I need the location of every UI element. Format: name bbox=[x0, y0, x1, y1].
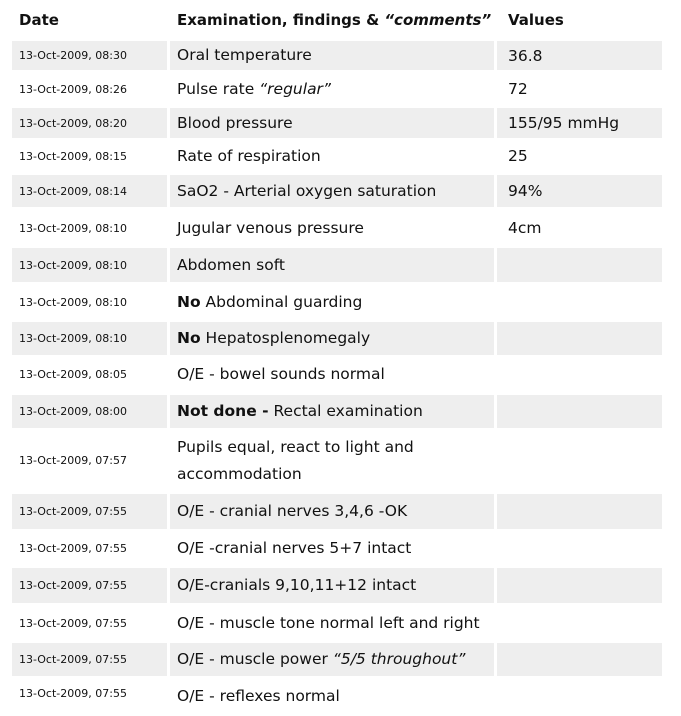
row-exam-text: Jugular venous pressure bbox=[177, 218, 364, 237]
row-date-text: 13-Oct-2009, 08:30 bbox=[19, 49, 127, 62]
row-exam-pre-bold: No bbox=[177, 329, 201, 347]
row-date bbox=[12, 568, 167, 603]
row-value-text: 25 bbox=[508, 147, 528, 165]
row-examination bbox=[170, 175, 494, 207]
row-examination bbox=[170, 679, 494, 716]
row-exam-text: Oral temperature bbox=[177, 46, 312, 64]
row-value bbox=[497, 108, 662, 138]
row-examination bbox=[170, 74, 494, 104]
row-examination-text bbox=[177, 361, 385, 388]
header-date: Date bbox=[19, 11, 59, 29]
row-exam-text: Blood pressure bbox=[177, 113, 293, 132]
row-date bbox=[12, 41, 167, 70]
row-value bbox=[497, 41, 662, 70]
row-value-text: 36.8 bbox=[508, 46, 543, 65]
row-examination-text bbox=[177, 434, 494, 488]
row-date bbox=[12, 212, 167, 244]
row-value bbox=[497, 568, 662, 603]
row-date-text: 13-Oct-2009, 07:55 bbox=[19, 616, 127, 630]
table-row bbox=[0, 431, 681, 490]
row-examination bbox=[170, 568, 494, 603]
row-date-text: 13-Oct-2009, 07:55 bbox=[19, 653, 127, 666]
row-value-text: 94% bbox=[508, 182, 543, 200]
row-date bbox=[12, 431, 167, 490]
row-examination-text bbox=[177, 143, 321, 170]
table-row bbox=[0, 286, 681, 319]
row-examination bbox=[170, 395, 494, 428]
table-row bbox=[0, 108, 681, 138]
row-examination bbox=[170, 358, 494, 391]
table-row bbox=[0, 606, 681, 640]
row-examination bbox=[170, 108, 494, 138]
row-value-text: 72 bbox=[508, 80, 528, 98]
row-value bbox=[497, 431, 662, 490]
row-examination bbox=[170, 212, 494, 244]
header-exam-comment: “comments” bbox=[384, 11, 492, 29]
row-examination-text bbox=[177, 289, 362, 316]
row-date bbox=[12, 108, 167, 138]
row-exam-text: O/E - reflexes normal bbox=[177, 687, 340, 705]
row-examination bbox=[170, 286, 494, 319]
row-examination bbox=[170, 322, 494, 355]
row-date-text: 13-Oct-2009, 07:57 bbox=[19, 454, 127, 467]
row-date bbox=[12, 606, 167, 640]
table-row bbox=[0, 41, 681, 70]
row-value bbox=[497, 212, 662, 244]
table-row bbox=[0, 643, 681, 676]
row-exam-text: Rate of respiration bbox=[177, 146, 321, 165]
row-exam-pre-bold: Not done - bbox=[177, 402, 269, 420]
table-row bbox=[0, 212, 681, 244]
row-examination bbox=[170, 41, 494, 70]
row-examination bbox=[170, 494, 494, 529]
table-row bbox=[0, 322, 681, 355]
row-examination bbox=[170, 248, 494, 282]
row-date-text: 13-Oct-2009, 07:55 bbox=[19, 542, 127, 555]
row-exam-text: O/E - muscle power bbox=[177, 650, 333, 668]
row-date-text: 13-Oct-2009, 08:10 bbox=[19, 221, 127, 235]
table-row bbox=[0, 175, 681, 207]
table-row bbox=[0, 679, 681, 716]
row-exam-text: Pupils equal, react to light and accommodation bbox=[177, 437, 414, 483]
row-date-text: 13-Oct-2009, 08:15 bbox=[19, 149, 127, 163]
row-date-text: 13-Oct-2009, 08:00 bbox=[19, 405, 127, 418]
header-examination bbox=[177, 11, 491, 29]
row-date-text: 13-Oct-2009, 08:10 bbox=[19, 296, 127, 309]
row-date bbox=[12, 532, 167, 565]
row-examination-text bbox=[177, 572, 416, 599]
row-examination-text bbox=[177, 252, 285, 279]
row-date bbox=[12, 358, 167, 391]
row-examination-text bbox=[177, 178, 436, 205]
row-date-text: 13-Oct-2009, 07:55 bbox=[19, 579, 127, 592]
row-examination bbox=[170, 431, 494, 490]
row-exam-text: O/E-cranials 9,10,11+12 intact bbox=[177, 576, 417, 594]
row-date bbox=[12, 286, 167, 319]
row-exam-pre-bold: No bbox=[177, 293, 201, 311]
row-date bbox=[12, 395, 167, 428]
row-examination-text bbox=[177, 110, 293, 137]
row-value bbox=[497, 532, 662, 565]
table-row bbox=[0, 141, 681, 171]
row-value bbox=[497, 322, 662, 355]
row-date bbox=[12, 494, 167, 529]
row-date-text: 13-Oct-2009, 08:14 bbox=[19, 184, 127, 198]
row-exam-text: O/E - cranial nerves 3,4,6 -OK bbox=[177, 502, 408, 520]
table-row bbox=[0, 494, 681, 529]
row-date-text: 13-Oct-2009, 08:20 bbox=[19, 116, 127, 130]
row-examination-text bbox=[177, 215, 364, 242]
row-exam-text: Pulse rate bbox=[177, 79, 260, 98]
row-value bbox=[497, 395, 662, 428]
row-exam-text: SaO2 - Arterial oxygen saturation bbox=[177, 181, 437, 200]
row-date bbox=[12, 175, 167, 207]
row-exam-text: Rectal examination bbox=[268, 402, 423, 420]
header-values: Values bbox=[508, 11, 564, 29]
row-value bbox=[497, 141, 662, 171]
row-exam-text: Abdominal guarding bbox=[200, 293, 363, 311]
row-exam-text: O/E - muscle tone normal left and right bbox=[177, 613, 480, 632]
row-examination bbox=[170, 141, 494, 171]
row-value bbox=[497, 248, 662, 282]
row-value bbox=[497, 175, 662, 207]
row-examination-text bbox=[177, 535, 411, 562]
row-date-text: 13-Oct-2009, 08:10 bbox=[19, 258, 127, 272]
row-examination-text bbox=[177, 398, 423, 425]
row-date-text: 13-Oct-2009, 08:26 bbox=[19, 82, 127, 96]
row-date bbox=[12, 74, 167, 104]
row-date-text: 13-Oct-2009, 08:05 bbox=[19, 368, 127, 381]
row-value bbox=[497, 494, 662, 529]
row-value-text: 4cm bbox=[508, 219, 542, 237]
row-examination-text bbox=[177, 498, 407, 525]
row-exam-text: Hepatosplenomegaly bbox=[200, 329, 371, 347]
row-date-text: 13-Oct-2009, 08:10 bbox=[19, 332, 127, 345]
row-examination-text bbox=[177, 646, 465, 673]
table-row bbox=[0, 568, 681, 603]
row-exam-text: Abdomen soft bbox=[177, 255, 285, 274]
row-examination-text bbox=[177, 683, 340, 710]
row-examination bbox=[170, 643, 494, 676]
row-value bbox=[497, 358, 662, 391]
row-examination-text bbox=[177, 76, 331, 103]
row-date bbox=[12, 248, 167, 282]
row-date-text: 13-Oct-2009, 07:55 bbox=[19, 505, 127, 518]
table-row bbox=[0, 358, 681, 391]
row-date bbox=[12, 643, 167, 676]
row-date bbox=[12, 141, 167, 171]
table-row bbox=[0, 74, 681, 104]
row-examination-text bbox=[177, 610, 480, 637]
row-date-text: 13-Oct-2009, 07:55 bbox=[19, 687, 127, 700]
table-row bbox=[0, 248, 681, 282]
row-value bbox=[497, 679, 662, 716]
row-examination bbox=[170, 532, 494, 565]
row-exam-italic: “regular” bbox=[259, 79, 331, 98]
row-exam-italic: “5/5 throughout” bbox=[332, 650, 466, 668]
table-row bbox=[0, 532, 681, 565]
row-examination-text bbox=[177, 42, 312, 69]
header-exam-main: Examination, findings & bbox=[177, 11, 385, 29]
row-examination bbox=[170, 606, 494, 640]
row-value bbox=[497, 643, 662, 676]
row-date bbox=[12, 679, 167, 716]
row-exam-text: O/E -cranial nerves 5+7 intact bbox=[177, 539, 412, 557]
row-exam-text: O/E - bowel sounds normal bbox=[177, 365, 385, 383]
row-value bbox=[497, 74, 662, 104]
row-date bbox=[12, 322, 167, 355]
row-value-text: 155/95 mmHg bbox=[508, 114, 620, 132]
row-value bbox=[497, 606, 662, 640]
table-row bbox=[0, 395, 681, 428]
row-value bbox=[497, 286, 662, 319]
row-examination-text bbox=[177, 325, 370, 352]
